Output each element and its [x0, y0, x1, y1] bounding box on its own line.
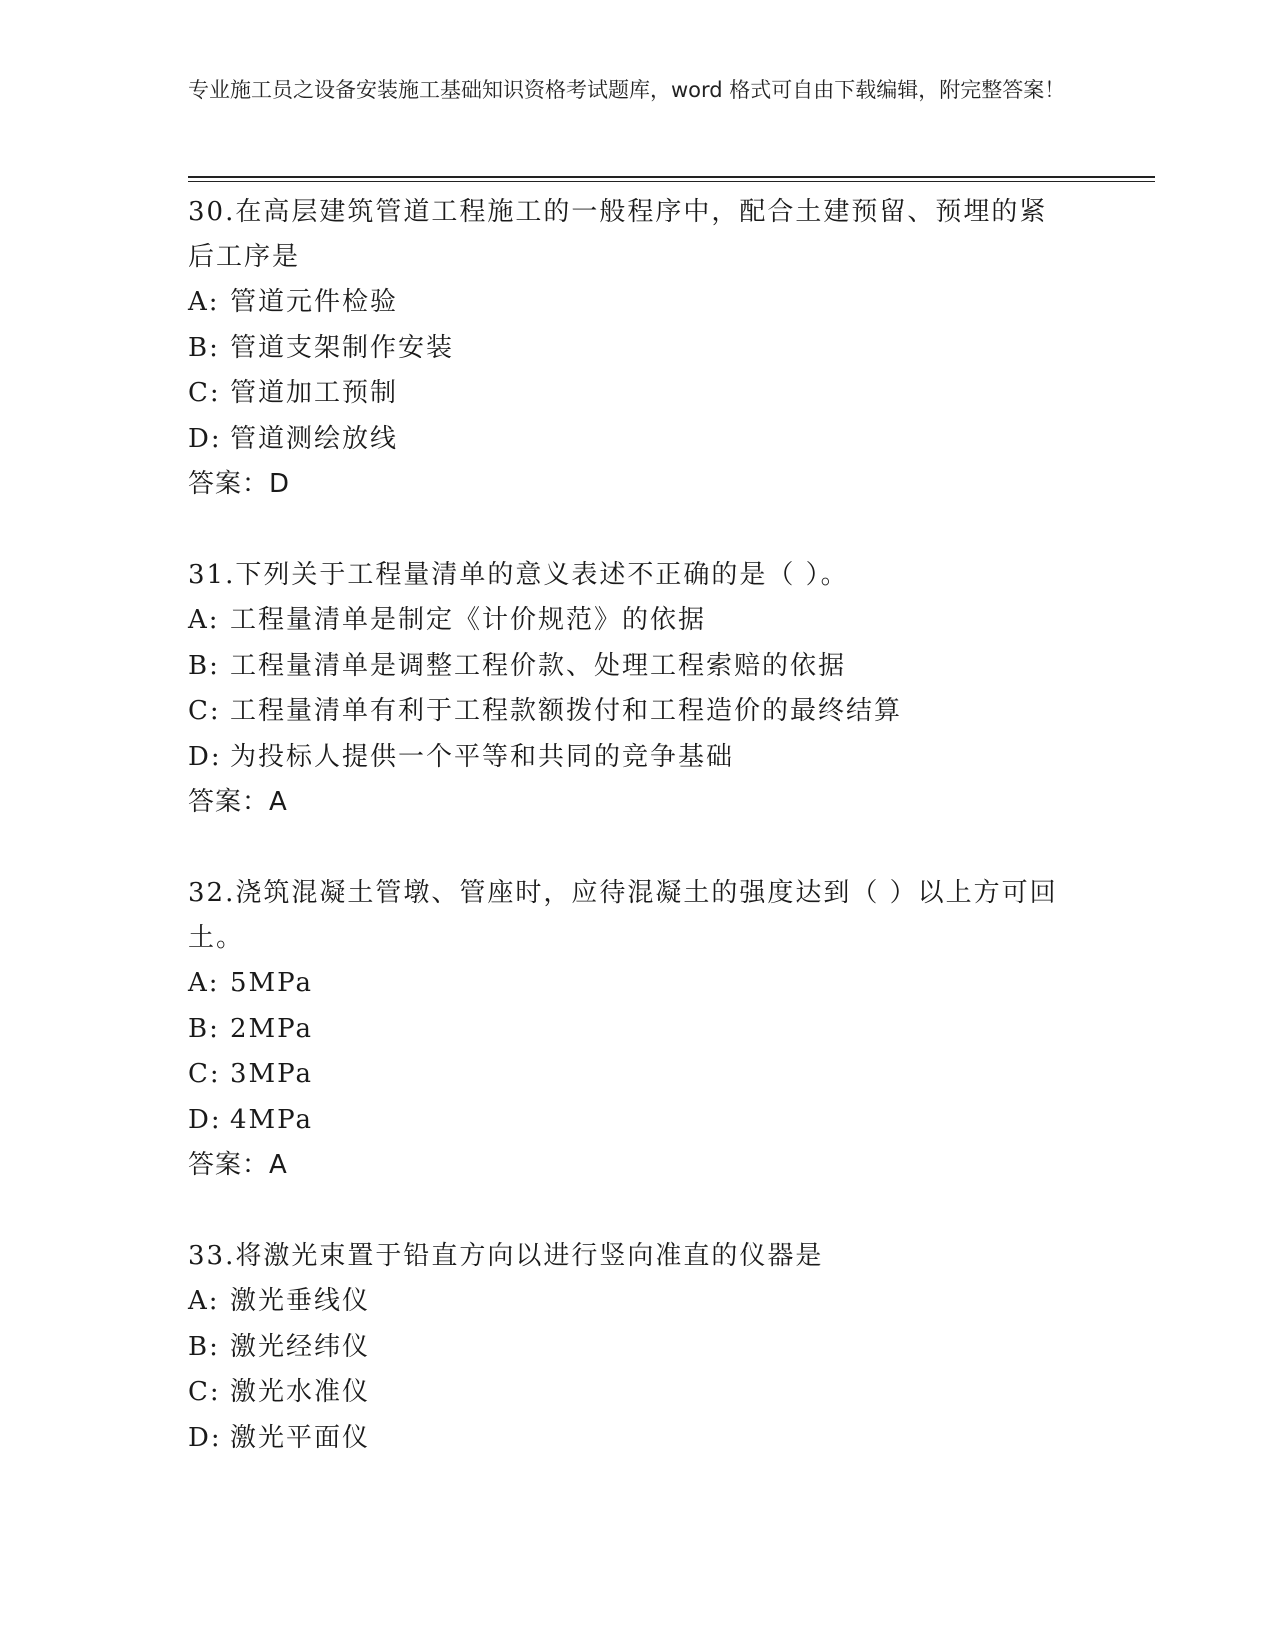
header-divider [188, 176, 1155, 178]
option-text: 管道测绘放线 [230, 423, 399, 454]
question-30 [188, 190, 1088, 507]
option-letter: D: [188, 741, 222, 772]
question-list [188, 190, 1088, 1507]
answer-line: 答案：A [188, 787, 288, 817]
option-letter: A: [188, 968, 220, 998]
option-letter: C: [188, 1377, 221, 1407]
option-letter: D: [188, 1104, 222, 1135]
option-letter: D: [188, 1422, 222, 1453]
option-text: 工程量清单有利于工程款额拨付和工程造价的最终结算 [230, 696, 903, 726]
option-c [188, 689, 1088, 735]
option-a [188, 961, 1088, 1007]
option-letter: C: [188, 696, 221, 726]
option-text: 工程量清单是制定《计价规范》的依据 [230, 605, 707, 635]
option-text: 工程量清单是调整工程价款、处理工程索赔的依据 [230, 650, 847, 681]
option-text: 为投标人提供一个平等和共同的竞争基础 [230, 741, 735, 772]
option-b [188, 644, 1088, 690]
option-c [188, 1370, 1088, 1416]
option-d [188, 1098, 1088, 1144]
option-text: 管道加工预制 [230, 378, 399, 408]
option-text: 4MPa [230, 1104, 313, 1135]
option-letter: A: [188, 1286, 220, 1316]
document-header: 专业施工员之设备安装施工基础知识资格考试题库，word 格式可自由下载编辑，附完整答案！ [188, 78, 1066, 102]
option-a [188, 598, 1088, 644]
option-d [188, 417, 1088, 463]
answer-line: 答案：A [188, 1150, 288, 1180]
option-c [188, 371, 1088, 417]
option-letter: B: [188, 1013, 220, 1044]
option-letter: B: [188, 332, 220, 363]
question-stem: 32.浇筑混凝土管墩、管座时，应待混凝土的强度达到（ ）以上方可回土。 [188, 878, 1058, 953]
question-33 [188, 1234, 1088, 1461]
option-text: 激光经纬仪 [230, 1331, 371, 1362]
option-text: 管道元件检验 [230, 287, 399, 317]
option-d [188, 735, 1088, 781]
header-divider-thin [188, 181, 1155, 182]
option-letter: A: [188, 605, 220, 635]
option-text: 激光平面仪 [230, 1422, 371, 1453]
question-stem: 31.下列关于工程量清单的意义表述不正确的是（ ）。 [188, 560, 849, 590]
option-letter: D: [188, 423, 222, 454]
question-31 [188, 553, 1088, 825]
option-text: 管道支架制作安装 [230, 332, 455, 363]
question-stem: 33.将激光束置于铅直方向以进行竖向准直的仪器是 [188, 1241, 824, 1271]
option-letter: B: [188, 650, 220, 681]
option-letter: C: [188, 1059, 221, 1089]
answer-line: 答案：D [188, 469, 291, 499]
option-d [188, 1416, 1088, 1462]
option-a [188, 280, 1088, 326]
option-text: 2MPa [230, 1013, 313, 1044]
option-b [188, 326, 1088, 372]
option-b [188, 1325, 1088, 1371]
option-text: 3MPa [230, 1059, 313, 1089]
option-b [188, 1007, 1088, 1053]
option-text: 5MPa [230, 968, 313, 998]
option-c [188, 1052, 1088, 1098]
option-letter: C: [188, 378, 221, 408]
option-a [188, 1279, 1088, 1325]
option-text: 激光水准仪 [230, 1377, 371, 1407]
option-text: 激光垂线仪 [230, 1286, 371, 1316]
question-stem: 30.在高层建筑管道工程施工的一般程序中，配合土建预留、预埋的紧后工序是 [188, 197, 1048, 272]
question-32 [188, 871, 1088, 1188]
option-letter: A: [188, 287, 220, 317]
option-letter: B: [188, 1331, 220, 1362]
